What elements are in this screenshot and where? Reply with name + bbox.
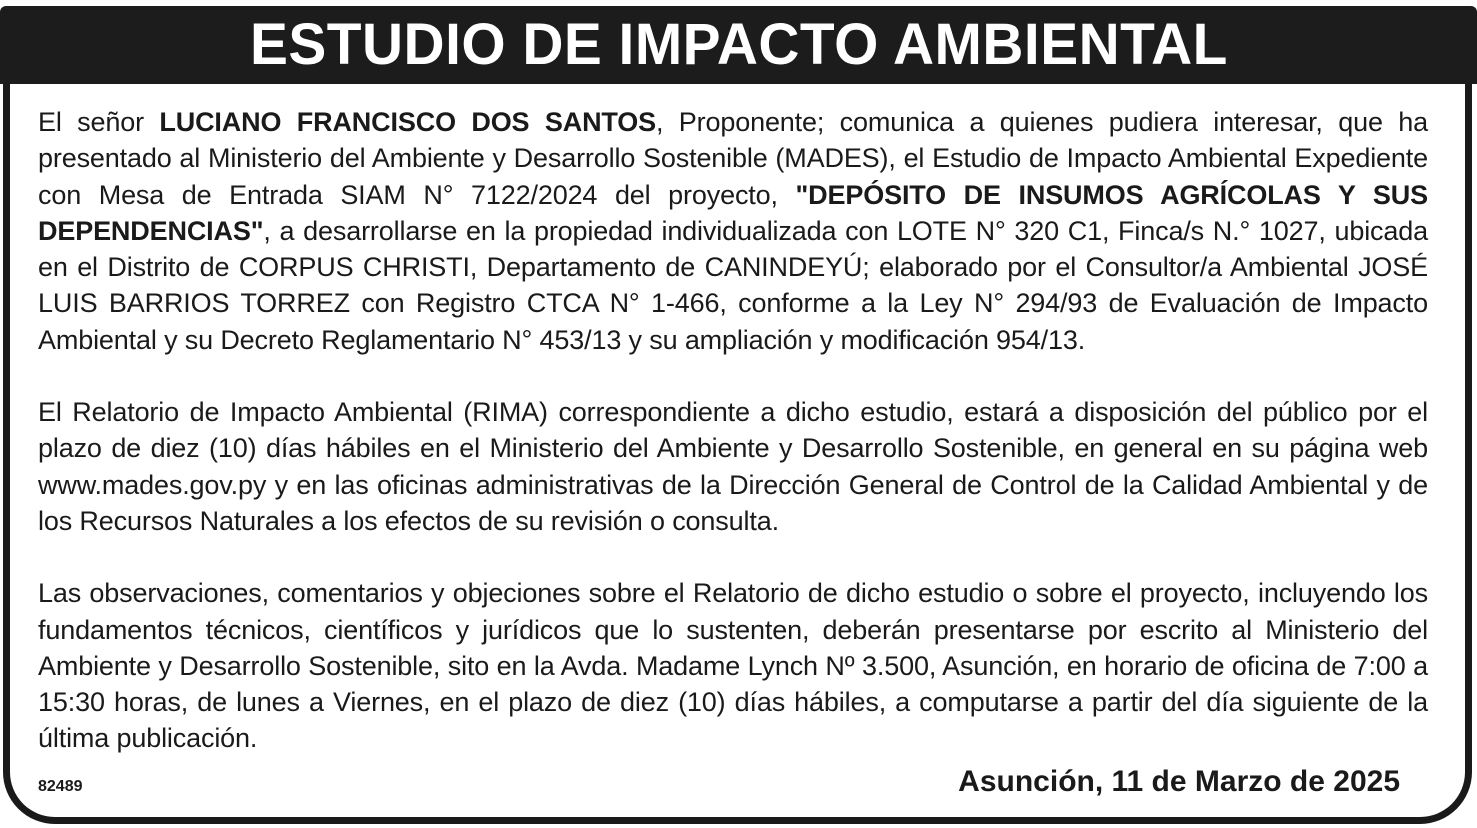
proponent-name: LUCIANO FRANCISCO DOS SANTOS xyxy=(159,107,656,137)
publication-date: Asunción, 11 de Marzo de 2025 xyxy=(958,765,1400,798)
p1-text-1: El señor xyxy=(38,107,160,137)
title-banner xyxy=(0,6,1477,84)
ad-code: 82489 xyxy=(38,778,83,795)
paragraph-2: El Relatorio de Impacto Ambiental (RIMA) correspondiente a dicho estudio, estará a disposición del público por el plazo de diez (10) días hábiles en el Ministerio del Ambiente y Desarrollo Sostenible, en general en su página web www.mades.gov.py y en las oficinas administrativas de la Dirección General de Control de la Calidad Ambiental y de los Recursos Naturales a los efectos de su revisión o consulta. xyxy=(38,397,1428,536)
paragraph-3: Las observaciones, comentarios y objeciones sobre el Relatorio de dicho estudio o sobre el proyecto, incluyendo los fundamentos técnicos, científicos y jurídicos que lo sustenten, deberán presentarse por escrito al Ministerio del Ambiente y Desarrollo Sostenible, sito en la Avda. Madame Lynch Nº 3.500, Asunción, en horario de oficina de 7:00 a 15:30 horas, de lunes a Viernes, en el plazo de diez (10) días hábiles, a computarse a partir del día siguiente de la última publicación. xyxy=(38,578,1428,754)
p1-text-2: , Proponente; comunica a quienes pudiera interesar, que ha presentado al Ministerio del Ambiente y Desarrollo Sostenible (MADES), el Estudio de Impacto Ambiental Expediente con Mesa de Entrada SIAM N° 7122/2024 del proyecto, xyxy=(38,107,1428,210)
project-name: "DEPÓSITO DE INSUMOS AGRÍCOLAS Y SUS DEPENDENCIAS" xyxy=(38,179,1428,246)
notice-title: ESTUDIO DE IMPACTO AMBIENTAL xyxy=(249,12,1228,77)
paragraph-1 xyxy=(38,104,1428,358)
p1-text-3: , a desarrollarse en la propiedad individualizada con LOTE N° 320 C1, Finca/s N.° 1027, ubicada en el Distrito de CORPUS CHRISTI, Departamento de CANINDEYÚ; elaborado por el Consultor/a Ambiental JOSÉ LUIS BARRIOS TORREZ con Registro CTCA N° 1-466, conforme a la Ley N° 294/93 de Evaluación de Impacto Ambiental y su Decreto Reglamentario N° 453/13 y su ampliación y modificación 954/13. xyxy=(38,215,1428,355)
notice-body xyxy=(38,104,1428,757)
